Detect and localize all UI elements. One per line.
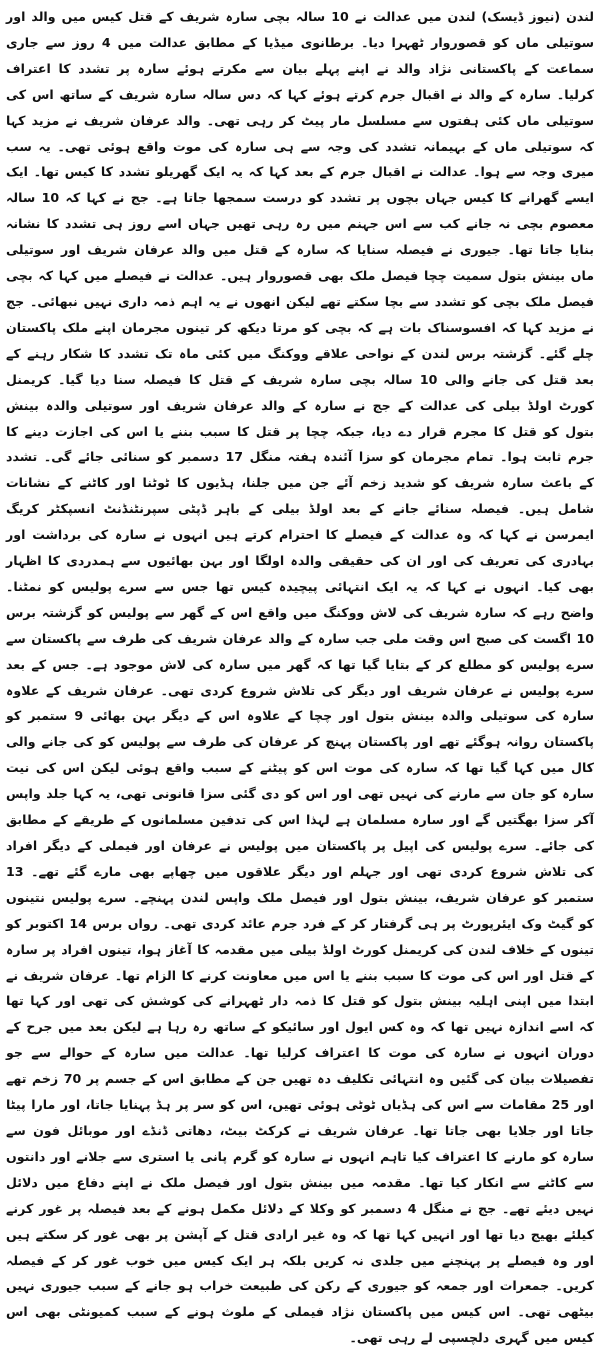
article-body: لندن (نیوز ڈیسک) لندن میں عدالت نے 10 سالہ بچی سارہ شریف کے قتل کیس میں والد اور سوتیلی ماں کو قصوروار ٹھہرا دیا۔ برطانوی میڈیا کے مطابق عدالت میں 4 روز سے جاری سماعت کے پاکستانی نژاد والد نے اپنے پہلے بیان سے مکرتے ہوئے سارہ پر تشدد کا اعتراف کرلیا۔ سارہ کے والد نے اقبال جرم کرتے ہوئے کہا کہ دس سالہ سارہ شریف کے ساتھ اس کی سوتیلی ماں کئی ہفتوں سے مسلسل مار پیٹ کر رہی تھی۔ والد عرفان شریف نے مزید کہا کہ سوتیلی ماں کے بہیمانہ تشدد کی وجہ سے ہی سارہ کی موت واقع ہوئی تھی۔ یہ سب میری وجہ سے ہوا۔ عدالت نے اقبال جرم کے بعد کہا کہ یہ ایک گھریلو تشدد کا کیس تھا۔ ایک ایسے گھرانے کا کیس جہاں بچوں پر تشدد کو درست سمجھا جاتا ہے۔ جج نے کہا کہ 10 سالہ معصوم بچی نہ جانے کب سے اس جہنم میں رہ رہی تھیں جہاں اسے روز ہی تشدد کا نشانہ بنایا جاتا تھا۔ جیوری نے فیصلہ سنایا کہ سارہ کے قتل میں والد عرفان شریف اور سوتیلی ماں بینش بتول سمیت چچا فیصل ملک بھی قصوروار ہیں۔ عدالت نے فیصلے میں کہا کہ بچی فیصل ملک بچی کو تشدد سے بچا سکتے تھے لیکن انھوں نے یہ اہم ذمہ داری نہیں نبھائی۔ جج نے مزید کہا کہ افسوسناک بات ہے کہ بچی کو مرتا دیکھ کر تینوں مجرمان اپنے ملک پاکستان چلے گئے۔ گزشتہ برس لندن کے نواحی علاقے ووکنگ میں کئی ماہ تک تشدد کا شکار رہنے کے بعد قتل کی جانے والی 10 سالہ بچی سارہ شریف کے قتل کا فیصلہ سنا دیا گیا۔ کریمنل کورٹ اولڈ بیلی کی عدالت کے جج نے سارہ کے والد عرفان شریف اور سوتیلی والدہ بینش بتول کو قتل کا مجرم قرار دے دیا، جبکہ چچا پر قتل کا سبب بننے یا اس کی اجازت دینے کا جرم ثابت ہوا۔ تمام مجرمان کو سزا آئندہ ہفتہ منگل 17 دسمبر کو سنائی جائے گی۔ تشدد کے باعث سارہ شریف کو شدید زخم آئے جن میں جلنا، ہڈیوں کا ٹوٹنا اور کاٹنے کے نشانات شامل ہیں۔ فیصلہ سنائے جانے کے بعد اولڈ بیلی کے باہر ڈپٹی سپرنٹنڈنٹ انسپکٹر کریگ ایمرسن نے کہا کہ وہ عدالت کے فیصلے کا احترام کرتے ہیں انہوں نے سارہ کی برداشت اور بہادری کی تعریف کی اور ان کی حقیقی والدہ اولگا اور بہن بھائیوں سے ہمدردی کا اظہار بھی کیا۔ انہوں نے کہا کہ یہ ایک انتہائی پیچیدہ کیس تھا جس سے سرے پولیس کو نمٹنا۔ واضح رہے کہ سارہ شریف کی لاش ووکنگ میں واقع اس کے گھر سے پولیس کو گزشتہ برس 10 اگست کی صبح اس وقت ملی جب سارہ کے والد عرفان شریف کی طرف سے پاکستان سے سرے پولیس کو مطلع کر کے بتایا گیا تھا کہ گھر میں سارہ کی لاش موجود ہے۔ جس کے بعد سرے پولیس نے عرفان شریف اور دیگر کی تلاش شروع کردی تھی۔ عرفان شریف کے علاوہ سارہ کی سوتیلی والدہ بینش بتول اور چچا کے علاوہ اس کے دیگر بہن بھائی 9 ستمبر کو پاکستان روانہ ہوگئے تھے اور پاکستان پہنچ کر عرفان کی طرف سے پولیس کو کی جانے والی کال میں کہا گیا تھا کہ سارہ کی موت اس کو پیٹنے کے سبب واقع ہوئی لیکن اس کی نیت سارہ کو جان سے مارنے کی نہیں تھی اور اس کو دی گئی سزا قانونی تھی، یہ کہا جلد واپس آکر سزا بھگتیں گے اور سارہ مسلمان ہے لہذا اس کی تدفین مسلمانوں کے طریقے کے مطابق کی جائے۔ سرے پولیس کی اپیل پر پاکستان میں پولیس نے عرفان اور فیملی کے دیگر افراد کی تلاش شروع کردی تھی اور جہلم اور دیگر علاقوں میں چھاپے بھی مارے گئے تھے۔ 13 ستمبر کو عرفان شریف، بینش بتول اور فیصل ملک واپس لندن پہنچے۔ سرے پولیس نتینوں کو گیٹ وک ایئرپورٹ پر ہی گرفتار کر کے فرد جرم عائد کردی تھی۔ رواں برس 14 اکتوبر کو تینوں کے خلاف لندن کی کریمنل کورٹ اولڈ بیلی میں مقدمہ کا آغاز ہوا، تینوں افراد پر سارہ کے قتل اور اس کی موت کا سبب بننے یا اس میں معاونت کرنے کا الزام تھا۔ عرفان شریف نے ابتدا میں اپنی اہلیہ بینش بتول کو قتل کا ذمہ دار ٹھہرانے کی کوشش کی تھی اور کہا تھا کہ اسے اندازہ نہیں تھا کہ وہ کس ایول اور سائیکو کے ساتھ رہ رہا ہے لیکن بعد میں جرح کے دوران انہوں نے سارہ کی موت کا اعتراف کرلیا تھا۔ عدالت میں سارہ کے حوالے سے جو تفصیلات بیان کی گئیں وہ انتہائی تکلیف دہ تھیں جن کے مطابق اس کے جسم پر 70 زخم تھے اور 25 مقامات سے اس کی ہڈیاں ٹوٹی ہوئی تھیں، اس کو سر پر ہڈ پہنایا جاتا، اور مارا پیٹا جاتا اور جلایا بھی جاتا تھا۔ عرفان شریف نے کرکٹ بیٹ، دھاتی ڈنڈے اور موبائل فون سے سارہ کو مارنے کا اعتراف کیا تاہم انہوں نے سارہ کو گرم پانی یا استری سے جلانے اور دانتوں سے کاٹنے سے انکار کیا تھا۔ مقدمہ میں بینش بتول اور فیصل ملک نے اپنے دفاع میں دلائل نہیں دیئے تھے۔ جج نے منگل 4 دسمبر کو وکلا کے دلائل مکمل ہونے کے بعد فیصلہ پر غور کرنے کیلئے بھیج دیا تھا اور انہیں کہا تھا کہ وہ غیر ارادی قتل کے آپشن پر بھی غور کر سکتے ہیں اور وہ فیصلے پر پہنچنے میں جلدی نہ کریں بلکہ ہر ایک کیس میں خوب غور کر کے فیصلہ کریں۔ جمعرات اور جمعہ کو جیوری کے رکن کی طبیعت خراب ہو جانے کے سبب جیوری نہیں بیٹھی تھی۔ اس کیس میں پاکستان نژاد فیملی کے ملوث ہونے کے سبب کمیونٹی بھی اس کیس میں گہری دلچسپی لے رہی تھی۔ (6, 9, 595, 1346)
